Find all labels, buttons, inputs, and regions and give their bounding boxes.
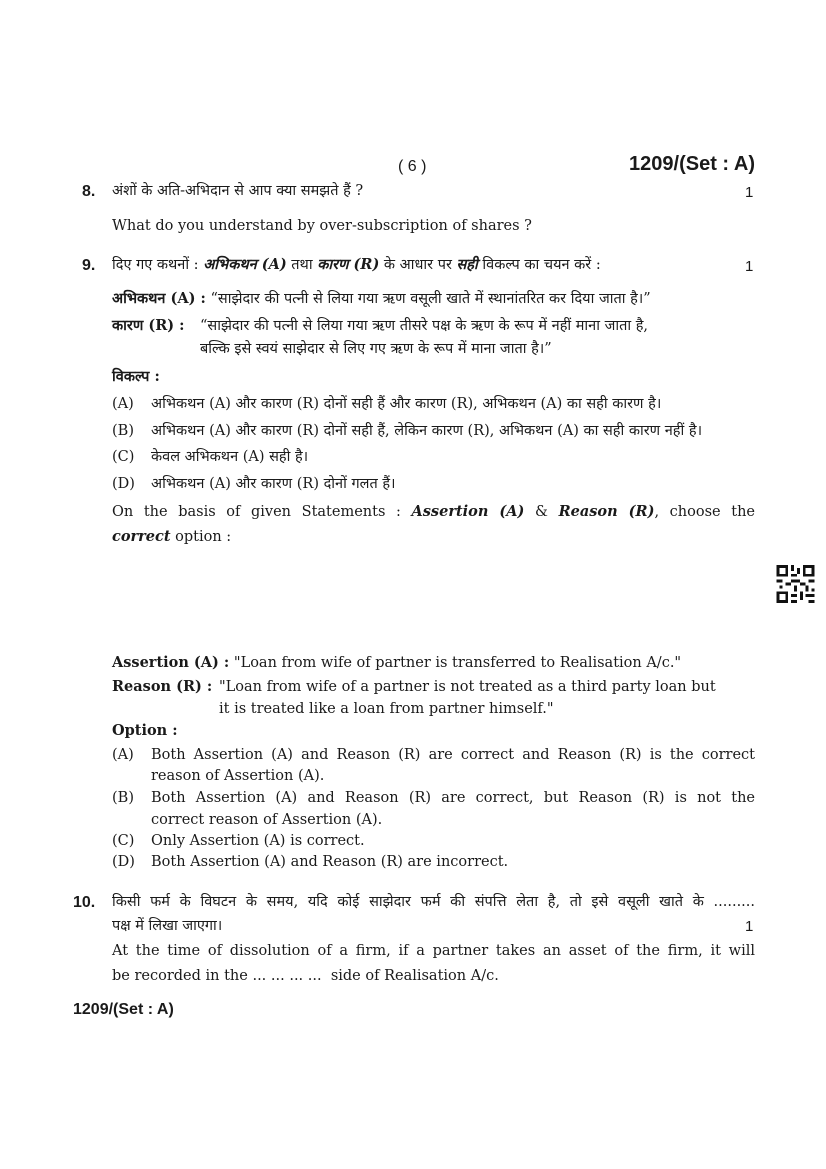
question-10-english: At the time of dissolution of a firm, if a partner takes an asset of the firm, it will: [112, 943, 755, 959]
text: , choose the: [654, 504, 755, 520]
option-key: (D): [112, 476, 135, 492]
question-10-hindi: किसी फर्म के विघटन के समय, यदि कोई साझेदार फर्म की संपत्ति लेता है, तो इसे वसूली खाते के .........: [112, 894, 755, 910]
option-text: अभिकथन (A) और कारण (R) दोनों सही हैं, लेकिन कारण (R), अभिकथन (A) का सही कारण नहीं है।: [151, 423, 703, 439]
text: option :: [170, 529, 232, 545]
text: &: [524, 504, 559, 520]
option-key: (C): [112, 449, 135, 465]
option-text: Only Assertion (A) is correct.: [151, 833, 365, 849]
option-text: केवल अभिकथन (A) सही है।: [151, 449, 309, 465]
question-10-english: be recorded in the ... ... ... ... side of Realisation A/c.: [112, 968, 499, 984]
paper-code-footer: 1209/(Set : A): [73, 1001, 174, 1018]
question-8-english: What do you understand by over-subscription of shares ?: [112, 218, 532, 234]
question-9-hindi-intro: [112, 255, 601, 275]
question-8-hindi: अंशों के अति-अभिदान से आप क्या समझते हैं ?: [112, 183, 364, 199]
options-label: विकल्प :: [112, 368, 160, 385]
option-key: (B): [112, 790, 134, 806]
option-key: (B): [112, 423, 134, 439]
emphasis: अभिकथन (A): [203, 256, 287, 273]
assertion-label: अभिकथन (A) :: [112, 290, 206, 307]
text: तथा: [286, 257, 318, 273]
reason-label: Reason (R) :: [112, 678, 213, 695]
question-10-hindi: पक्ष में लिखा जाएगा।: [112, 918, 223, 934]
option-key: (D): [112, 854, 135, 870]
option-key: (A): [112, 747, 134, 763]
text: के आधार पर: [379, 257, 457, 273]
english-assertion: [112, 653, 681, 673]
assertion-text: "Loan from wife of partner is transferred to Realisation A/c.": [233, 655, 682, 671]
text: On the basis of given Statements :: [112, 504, 412, 520]
reason-text: “साझेदार की पत्नी से लिया गया ऋण तीसरे पक्ष के ऋण के रूप में नहीं माना जाता है,: [200, 318, 649, 334]
assertion-text: “साझेदार की पत्नी से लिया गया ऋण वसूली खाते में स्थानांतरित कर दिया जाता है।”: [210, 291, 651, 307]
text: विकल्प का चयन करें :: [477, 257, 601, 273]
question-number: 8.: [82, 183, 96, 200]
option-text: correct reason of Assertion (A).: [151, 812, 383, 828]
assertion-label: Assertion (A) :: [112, 654, 230, 671]
emphasis: कारण (R): [317, 256, 380, 273]
qr-code-icon: [776, 565, 815, 603]
reason-label: कारण (R) :: [112, 317, 185, 334]
emphasis: Reason (R): [558, 503, 655, 520]
question-9-english-intro: [112, 502, 755, 522]
reason-text: "Loan from wife of a partner is not treated as a third party loan but: [219, 679, 716, 695]
option-key: (A): [112, 396, 134, 412]
question-number: 10.: [73, 894, 96, 911]
reason-text: it is treated like a loan from partner himself.": [219, 701, 554, 717]
question-9-english-intro-end: [112, 527, 231, 547]
marks: 1: [745, 918, 754, 935]
option-text: अभिकथन (A) और कारण (R) दोनों गलत हैं।: [151, 476, 396, 492]
hindi-assertion: [112, 289, 651, 309]
option-text: reason of Assertion (A).: [151, 768, 325, 784]
option-key: (C): [112, 833, 135, 849]
marks: 1: [745, 184, 754, 201]
option-text: अभिकथन (A) और कारण (R) दोनों सही हैं और कारण (R), अभिकथन (A) का सही कारण है।: [151, 396, 662, 412]
emphasis: सही: [456, 256, 478, 273]
emphasis: correct: [112, 528, 171, 545]
page-number: ( 6 ): [398, 158, 427, 175]
emphasis: Assertion (A): [411, 503, 525, 520]
options-label: Option :: [112, 722, 178, 739]
option-text: Both Assertion (A) and Reason (R) are incorrect.: [151, 854, 509, 870]
option-text: Both Assertion (A) and Reason (R) are correct, but Reason (R) is not the: [151, 790, 755, 806]
marks: 1: [745, 258, 754, 275]
option-text: Both Assertion (A) and Reason (R) are correct and Reason (R) is the correct: [151, 747, 755, 763]
paper-code-header: 1209/(Set : A): [629, 153, 755, 175]
question-number: 9.: [82, 257, 96, 274]
text: दिए गए कथनों :: [112, 257, 204, 273]
reason-text: बल्कि इसे स्वयं साझेदार से लिए गए ऋण के रूप में माना जाता है।”: [200, 341, 552, 357]
